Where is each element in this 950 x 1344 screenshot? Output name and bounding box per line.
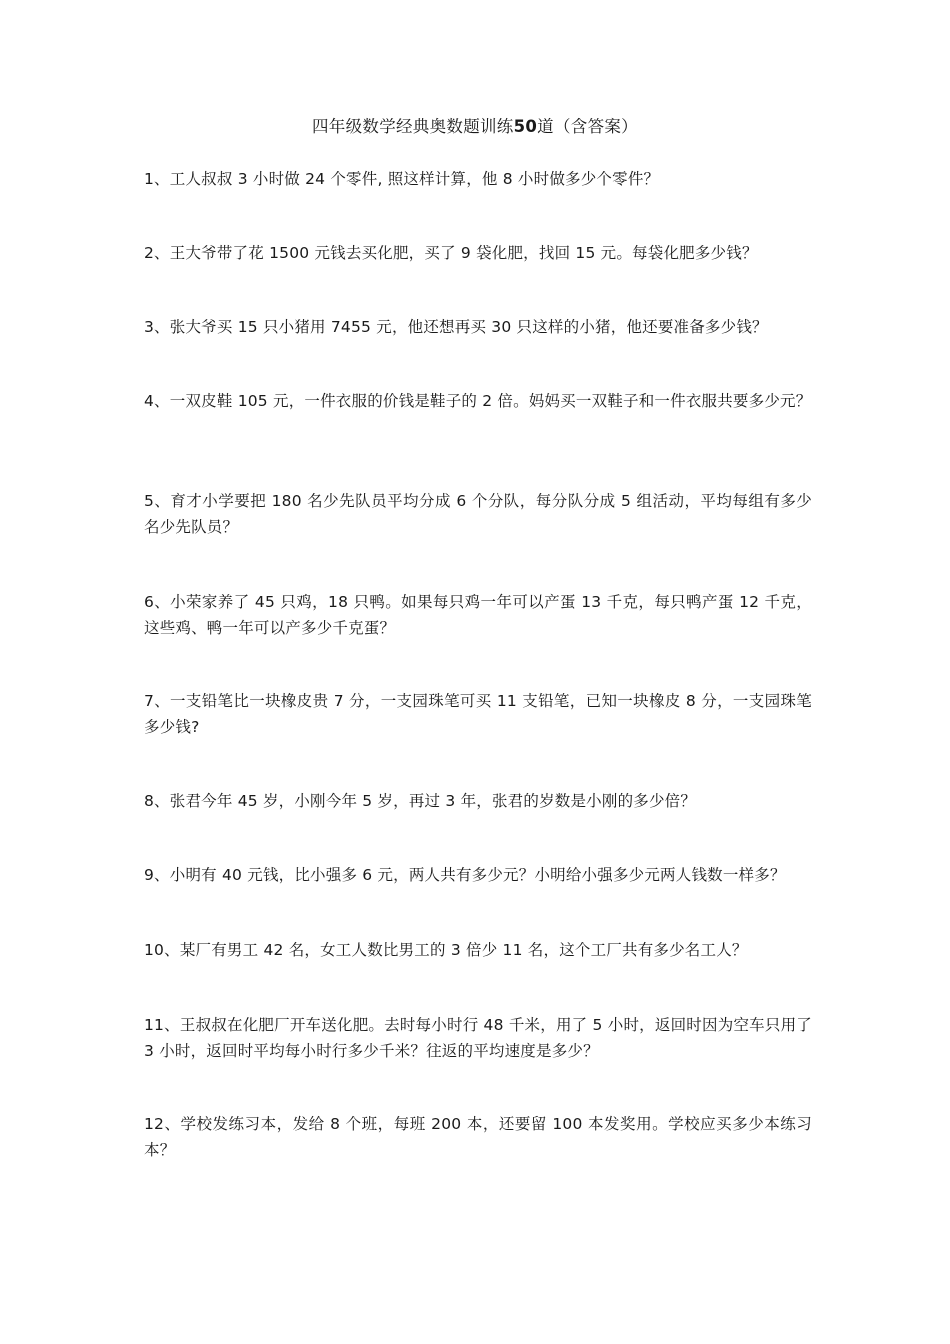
question-3: 3、张大爷买 15 只小猪用 7455 元，他还想再买 30 只这样的小猪，他还要准备多少钱？	[144, 318, 768, 336]
question-11: 11、王叔叔在化肥厂开车送化肥。去时每小时行 48 千米，用了 5 小时，返回时因为空车只用了 3 小时，返回时平均每小时行多少千米？往返的平均速度是多少？	[144, 1016, 812, 1060]
question-1: 1、工人叔叔 3 小时做 24 个零件, 照这样计算，他 8 小时做多少个零件？	[144, 170, 660, 188]
title-number: 50	[513, 117, 538, 136]
title-suffix: 道（含答案）	[537, 117, 638, 136]
question-4: 4、一双皮鞋 105 元，一件衣服的价钱是鞋子的 2 倍。妈妈买一双鞋子和一件衣服共要多少元？	[144, 392, 812, 410]
document-title	[0, 116, 950, 138]
question-6: 6、小荣家养了 45 只鸡，18 只鸭。如果每只鸡一年可以产蛋 13 千克，每只鸭产蛋 12 千克，这些鸡、鸭一年可以产多少千克蛋？	[144, 593, 812, 637]
question-2: 2、王大爷带了花 1500 元钱去买化肥，买了 9 袋化肥，找回 15 元。每袋化肥多少钱？	[144, 244, 758, 262]
question-10: 10、某厂有男工 42 名，女工人数比男工的 3 倍少 11 名，这个工厂共有多少名工人？	[144, 941, 748, 959]
question-5: 5、育才小学要把 180 名少先队员平均分成 6 个分队，每分队分成 5 组活动，平均每组有多少名少先队员？	[144, 492, 812, 536]
question-7: 7、一支铅笔比一块橡皮贵 7 分，一支园珠笔可买 11 支铅笔，已知一块橡皮 8 分，一支园珠笔多少钱?	[144, 692, 812, 736]
question-8: 8、张君今年 45 岁，小刚今年 5 岁，再过 3 年，张君的岁数是小刚的多少倍？	[144, 792, 697, 810]
title-prefix: 四年级数学经典奥数题训练	[312, 117, 514, 136]
question-12: 12、学校发练习本，发给 8 个班，每班 200 本，还要留 100 本发奖用。学校应买多少本练习本？	[144, 1115, 812, 1159]
question-9: 9、小明有 40 元钱，比小强多 6 元，两人共有多少元？小明给小强多少元两人钱数一样多？	[144, 866, 786, 884]
